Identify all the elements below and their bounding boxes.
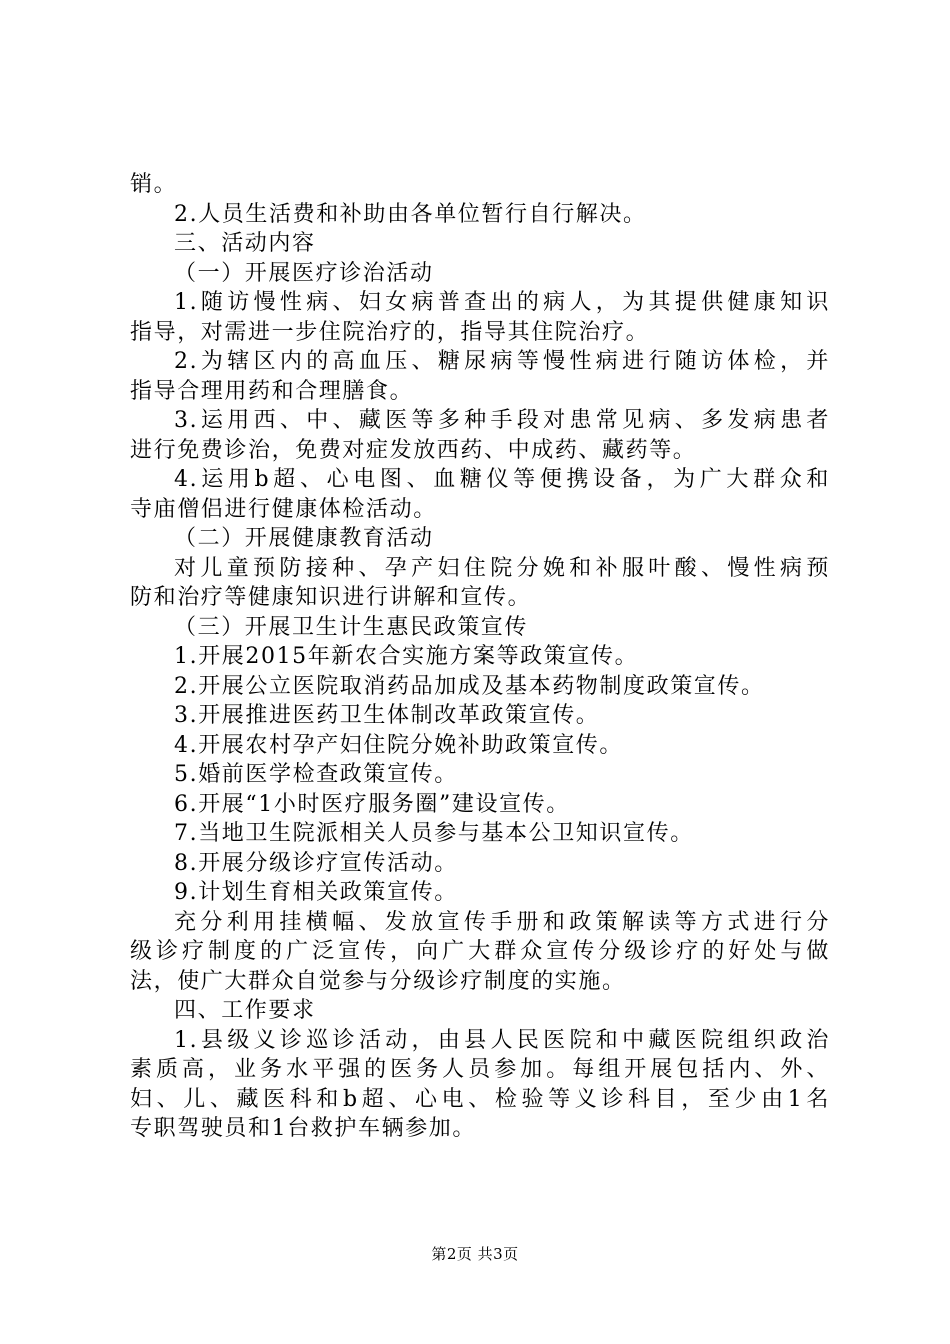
- text-line: 2.为辖区内的高血压、糖尿病等慢性病进行随访体检，并: [174, 349, 830, 374]
- text-line: 充分利用挂横幅、发放宣传手册和政策解读等方式进行分: [174, 909, 830, 935]
- text-line: （一）开展医疗诊治活动: [174, 260, 434, 286]
- text-line: 9.计划生育相关政策宣传。: [174, 880, 458, 905]
- document-body: [130, 170, 830, 1144]
- text-line: 1.县级义诊巡诊活动，由县人民医院和中藏医院组织政治: [174, 1027, 830, 1053]
- text-line: 妇、儿、藏医科和b超、心电、检验等义诊科目，至少由1名: [130, 1086, 830, 1112]
- text-line: 4.运用b超、心电图、血糖仪等便携设备，为广大群众和: [174, 467, 830, 492]
- text-line: 寺庙僧侣进行健康体检活动。: [130, 496, 437, 522]
- text-line: 指导，对需进一步住院治疗的，指导其住院治疗。: [130, 319, 650, 345]
- text-line: 专职驾驶员和1台救护车辆参加。: [130, 1116, 476, 1141]
- text-line: 三、活动内容: [174, 231, 316, 256]
- text-line: （二）开展健康教育活动: [174, 526, 434, 551]
- text-line: 7.当地卫生院派相关人员参与基本公卫知识宣传。: [174, 821, 694, 846]
- text-line: 四、工作要求: [174, 998, 316, 1023]
- text-line: 1.开展2015年新农合实施方案等政策宣传。: [174, 644, 639, 669]
- text-line: 进行免费诊治，免费对症发放西药、中成药、藏药等。: [130, 437, 697, 463]
- text-line: 销。: [130, 172, 178, 197]
- page-footer: 第2页 共3页: [431, 1245, 519, 1263]
- text-line: 2.人员生活费和补助由各单位暂行自行解决。: [174, 201, 647, 227]
- text-line: 3.运用西、中、藏医等多种手段对患常见病、多发病患者: [174, 408, 830, 433]
- text-line: 指导合理用药和合理膳食。: [130, 378, 414, 404]
- text-line: 素质高，业务水平强的医务人员参加。每组开展包括内、外、: [130, 1057, 830, 1082]
- text-line: 对儿童预防接种、孕产妇住院分娩和补服叶酸、慢性病预: [174, 555, 830, 581]
- text-line: 5.婚前医学检查政策宣传。: [174, 762, 458, 787]
- text-line: 2.开展公立医院取消药品加成及基本药物制度政策宣传。: [174, 673, 765, 699]
- text-line: 法，使广大群众自觉参与分级诊疗制度的实施。: [130, 968, 626, 994]
- text-line: 1.随访慢性病、妇女病普查出的病人，为其提供健康知识: [174, 290, 830, 315]
- text-line: 3.开展推进医药卫生体制改革政策宣传。: [174, 703, 600, 728]
- text-line: 防和治疗等健康知识进行讲解和宣传。: [130, 585, 532, 610]
- text-line: 8.开展分级诊疗宣传活动。: [174, 850, 458, 876]
- text-line: 级诊疗制度的广泛宣传，向广大群众宣传分级诊疗的好处与做: [130, 939, 830, 964]
- text-line: 4.开展农村孕产妇住院分娩补助政策宣传。: [174, 732, 623, 758]
- text-line: （三）开展卫生计生惠民政策宣传: [174, 614, 529, 640]
- text-line: 6.开展“1小时医疗服务圈”建设宣传。: [174, 791, 570, 817]
